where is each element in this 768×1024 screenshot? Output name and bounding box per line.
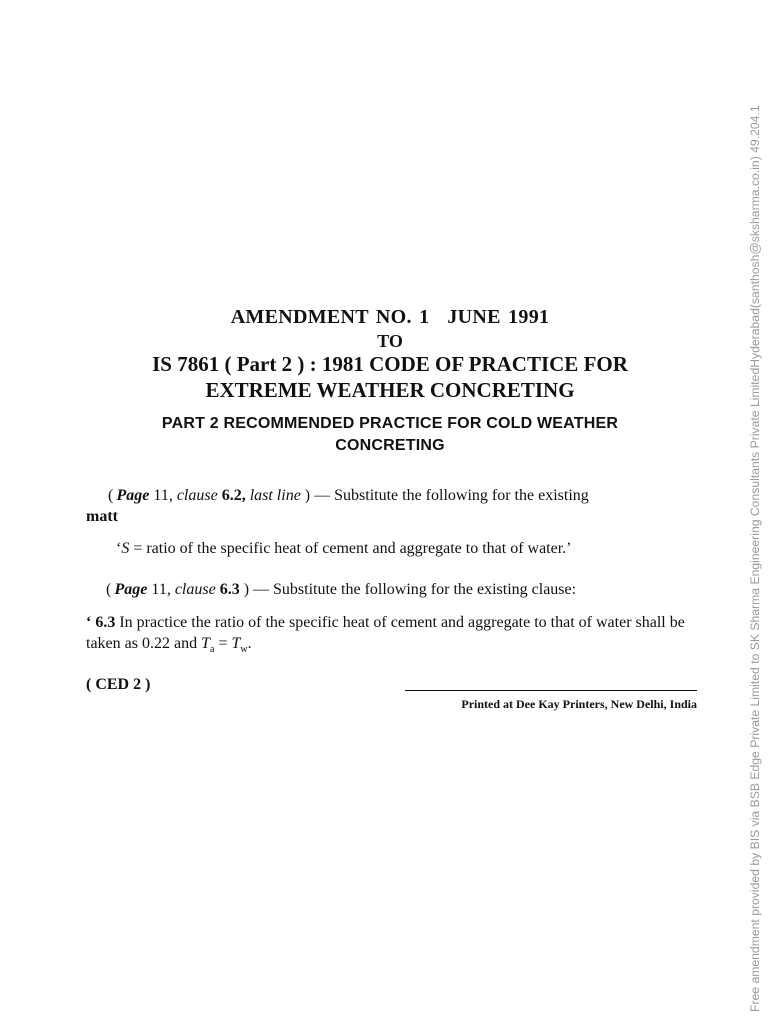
p1-page-label: Page — [116, 487, 150, 504]
part-subheading — [80, 413, 700, 457]
p2-quote: ‘ — [116, 540, 122, 557]
p4-tw-subscript: w — [240, 644, 248, 656]
standard-line: IS 7861 ( Part 2 ) : 1981 CODE OF PRACTICE FOR — [152, 352, 628, 376]
p3-clause-label: clause — [174, 581, 216, 598]
p1-text: ) — Substitute the following for the existing — [300, 487, 589, 504]
p4-tw-symbol: T — [231, 635, 241, 652]
p4-equals: = — [214, 635, 232, 652]
amendment-paragraph-3: ( Page 11, clause 6.3 ) — Substitute the following for the existing clause: — [106, 581, 577, 598]
p2-text: = ratio of the specific heat of cement and aggregate to that of water.’ — [129, 540, 572, 557]
p4-tail: . — [247, 635, 252, 652]
license-watermark: Free amendment provided by BIS via BSB Edge Private Limited to SK Sharma Engineering Consultants Private LimitedHyderabad(santhosh@sksharma.co.in) 49.204.1 — [748, 105, 762, 1012]
amendment-paragraph-2 — [116, 538, 686, 559]
amendment-number: AMENDMENT NO. 1 — [230, 306, 430, 328]
footer-rule — [405, 690, 697, 691]
subheading-line-1: PART 2 RECOMMENDED PRACTICE FOR COLD WEATHER — [161, 415, 619, 432]
document-heading — [80, 304, 700, 403]
p2-symbol: S — [121, 540, 130, 557]
p4-clause-number: 6.3 — [95, 614, 116, 631]
p4-text: In practice the ratio of the specific heat of cement and aggregate to that of water shall be taken as 0.22 and — [86, 614, 685, 652]
p4-quote: ‘ — [86, 614, 92, 631]
standard-title: EXTREME WEATHER CONCRETING — [205, 378, 575, 402]
amendment-line — [80, 304, 700, 330]
printer-imprint: Printed at Dee Kay Printers, New Delhi, India — [461, 697, 697, 711]
p3-page-number: 11, — [151, 581, 171, 598]
p1-page-number: 11, — [153, 487, 173, 504]
p3-page-label: Page — [114, 581, 148, 598]
to-line: TO — [377, 331, 403, 351]
p1-tail: matt — [86, 508, 118, 525]
p1-clause-number: 6.2, — [221, 487, 246, 504]
amendment-paragraph-1: ( Page 11, clause 6.2, last line ) — Substitute the following for the existing matt — [86, 487, 589, 525]
amendment-paragraph-4 — [86, 612, 686, 660]
amendment-date: JUNE 1991 — [447, 306, 550, 328]
p1-clause-label: clause — [176, 487, 218, 504]
p3-clause-number: 6.3 — [219, 581, 240, 598]
p1-last-line: last line — [249, 487, 301, 504]
subheading-line-2: CONCRETING — [335, 437, 445, 454]
p4-ta-symbol: T — [201, 635, 210, 652]
committee-reference: ( CED 2 ) — [86, 676, 151, 693]
p4-ta-subscript: a — [209, 644, 215, 656]
p3-text: ) — Substitute the following for the existing clause: — [239, 581, 577, 598]
